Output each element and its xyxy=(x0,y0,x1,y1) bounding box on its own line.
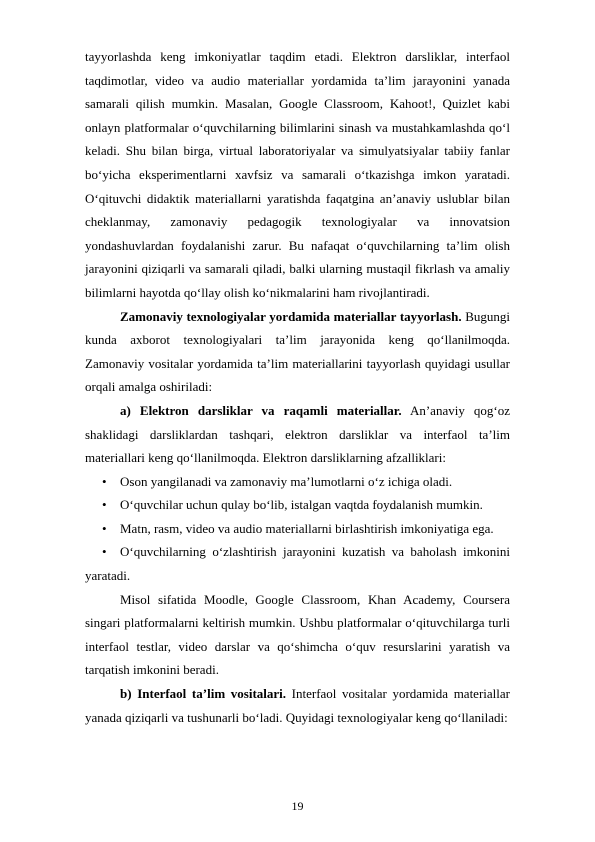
list-item-text: Oson yangilanadi va zamonaviy ma’lumotlarni o‘z ichiga oladi. xyxy=(120,473,453,489)
list-item xyxy=(85,540,510,587)
heading-electronic-textbooks: a) Elektron darsliklar va raqamli materiallar. xyxy=(120,402,402,418)
list-item xyxy=(85,493,510,517)
paragraph-electronic-textbooks xyxy=(85,399,510,470)
bullet-icon: • xyxy=(102,497,107,513)
bullet-icon: • xyxy=(102,544,107,560)
paragraph-modern-technologies xyxy=(85,305,510,399)
page-number: 19 xyxy=(291,799,304,813)
bullet-icon: • xyxy=(102,473,107,489)
paragraph-platform-examples: Misol sifatida Moodle, Google Classroom, Khan Academy, Coursera singari platformalarni keltirish mumkin. Ushbu platformalar o‘qituvchilarga turli interfaol testlar, video darslar va qo‘shimcha o‘quv resurslarini yaratish va tarqatish imkonini beradi. xyxy=(85,591,510,678)
heading-interactive-tools: b) Interfaol ta’lim vositalari. xyxy=(120,686,287,702)
paragraph-modern-technologies-text: Bugungi kunda axborot texnologiyalari ta’lim jarayonida keng qo‘llanilmoqda. Zamonaviy vositalar yordamida ta’lim materiallarini tayyorlash quyidagi usullar orqali amalga oshiriladi: xyxy=(85,308,510,395)
list-item-text: Matn, rasm, video va audio materiallarni birlashtirish imkoniyatiga ega. xyxy=(120,520,494,536)
list-item xyxy=(85,470,510,494)
list-item-text: O‘quvchilar uchun qulay bo‘lib, istalgan vaqtda foydalanish mumkin. xyxy=(120,497,483,513)
paragraph-interactive-tools xyxy=(85,682,510,729)
paragraph-electronic-textbooks-text: An’anaviy qog‘oz shaklidagi darsliklardan tashqari, elektron darsliklar va interfaol ta’lim materiallari keng qo‘llanilmoqda. Elektron darsliklarning afzalliklari: xyxy=(85,402,510,466)
paragraph-continuation: tayyorlashda keng imkoniyatlar taqdim etadi. Elektron darsliklar, interfaol taqdimotlar, video va audio materiallar yordamida ta’lim jarayonini yanada samarali qilish mumkin. Masalan, Google Classroom, Kahoot!, Quizlet kabi onlayn platformalar o‘quvchilarning bilimlarini sinash va mustahkamlashda qo‘l keladi. Shu bilan birga, virtual laboratoriyalar va simulyatsiyalar tabiiy fanlar bo‘yicha eksperimentlarni xavfsiz va samarali o‘tkazishga imkon yaratadi. O‘qituvchi didaktik materiallarni yaratishda faqatgina an’anaviy uslublar bilan cheklanmay, zamonaviy pedagogik texnologiyalar va innovatsion yondashuvlardan foydalanishi zarur. Bu nafaqat o‘quvchilarning ta’lim olish jarayonini qiziqarli va samarali qiladi, balki ularning mustaqil fikrlash va amaliy bilimlarni hayotda qo‘llay olish ko‘nikmalarini ham rivojlantiradi. xyxy=(85,49,510,300)
list-item-text: O‘quvchilarning o‘zlashtirish jarayonini kuzatish va baholash imkonini yaratadi. xyxy=(85,544,510,584)
heading-modern-technologies: Zamonaviy texnologiyalar yordamida materiallar tayyorlash. xyxy=(120,308,462,324)
bullet-icon: • xyxy=(102,520,107,536)
list-item xyxy=(85,517,510,541)
page-body xyxy=(85,45,510,729)
paragraph-interactive-tools-text: Interfaol vositalar yordamida materiallar yanada qiziqarli va tushunarli bo‘ladi. Quyidagi texnologiyalar keng qo‘llaniladi: xyxy=(85,686,510,725)
